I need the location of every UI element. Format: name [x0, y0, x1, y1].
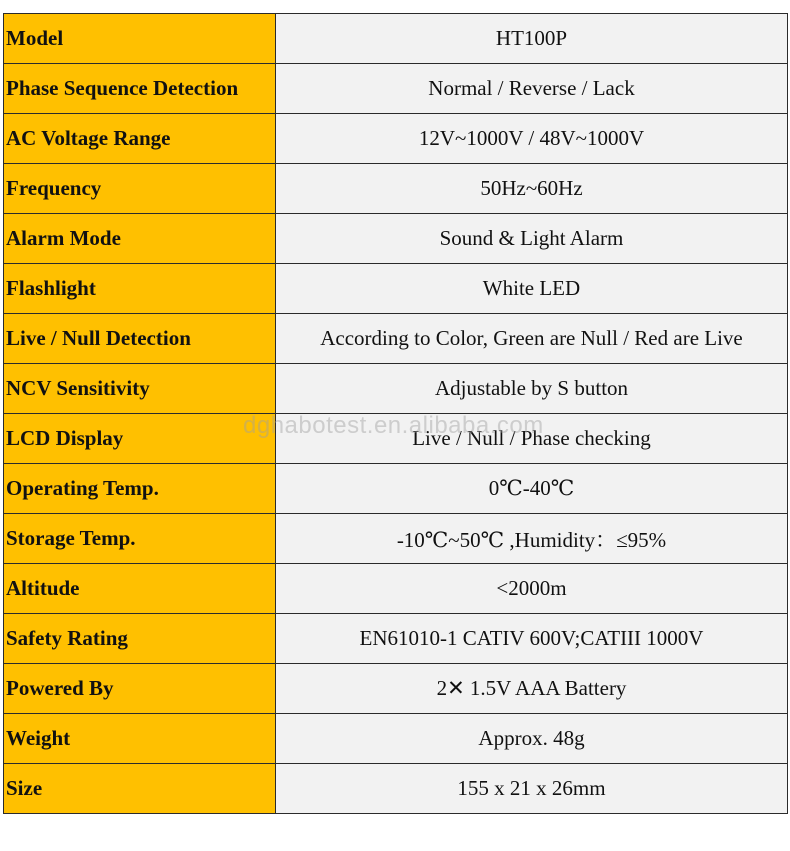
spec-label: Operating Temp.	[4, 464, 276, 514]
spec-row-lcd	[4, 414, 788, 464]
spec-value: 50Hz~60Hz	[276, 164, 788, 214]
spec-value: Approx. 48g	[276, 714, 788, 764]
spec-row-live-null	[4, 314, 788, 364]
spec-row-frequency	[4, 164, 788, 214]
spec-row-model	[4, 14, 788, 64]
spec-row-operating-temp	[4, 464, 788, 514]
spec-label: Size	[4, 764, 276, 814]
spec-label: Model	[4, 14, 276, 64]
spec-label: Powered By	[4, 664, 276, 714]
spec-value: HT100P	[276, 14, 788, 64]
spec-value: 2✕ 1.5V AAA Battery	[276, 664, 788, 714]
spec-row-phase-sequence	[4, 64, 788, 114]
spec-value: White LED	[276, 264, 788, 314]
spec-row-ac-voltage	[4, 114, 788, 164]
spec-row-weight	[4, 714, 788, 764]
spec-row-storage-temp	[4, 514, 788, 564]
spec-value: Sound & Light Alarm	[276, 214, 788, 264]
spec-label: Flashlight	[4, 264, 276, 314]
spec-row-alarm-mode	[4, 214, 788, 264]
spec-label: Weight	[4, 714, 276, 764]
spec-value: <2000m	[276, 564, 788, 614]
spec-value: EN61010-1 CATIV 600V;CATIII 1000V	[276, 614, 788, 664]
spec-label: NCV Sensitivity	[4, 364, 276, 414]
spec-label: Live / Null Detection	[4, 314, 276, 364]
spec-row-power	[4, 664, 788, 714]
watermark: dghabotest.en.alibaba.com	[243, 412, 544, 439]
spec-value: 12V~1000V / 48V~1000V	[276, 114, 788, 164]
spec-table-body	[4, 14, 788, 814]
spec-label: Alarm Mode	[4, 214, 276, 264]
spec-row-safety	[4, 614, 788, 664]
spec-row-size	[4, 764, 788, 814]
spec-label: Altitude	[4, 564, 276, 614]
spec-value: Normal / Reverse / Lack	[276, 64, 788, 114]
spec-value: According to Color, Green are Null / Red are Live	[276, 314, 788, 364]
spec-row-ncv	[4, 364, 788, 414]
spec-table	[3, 13, 788, 814]
spec-label: Safety Rating	[4, 614, 276, 664]
spec-value: Adjustable by S button	[276, 364, 788, 414]
spec-label: Frequency	[4, 164, 276, 214]
spec-value: 155 x 21 x 26mm	[276, 764, 788, 814]
spec-label: AC Voltage Range	[4, 114, 276, 164]
spec-value: 0℃-40℃	[276, 464, 788, 514]
spec-label: Phase Sequence Detection	[4, 64, 276, 114]
spec-label: Storage Temp.	[4, 514, 276, 564]
spec-value: -10℃~50℃ ,Humidity：≤95%	[276, 514, 788, 564]
spec-value: Live / Null / Phase checking	[276, 414, 788, 464]
spec-label: LCD Display	[4, 414, 276, 464]
spec-row-altitude	[4, 564, 788, 614]
spec-row-flashlight	[4, 264, 788, 314]
